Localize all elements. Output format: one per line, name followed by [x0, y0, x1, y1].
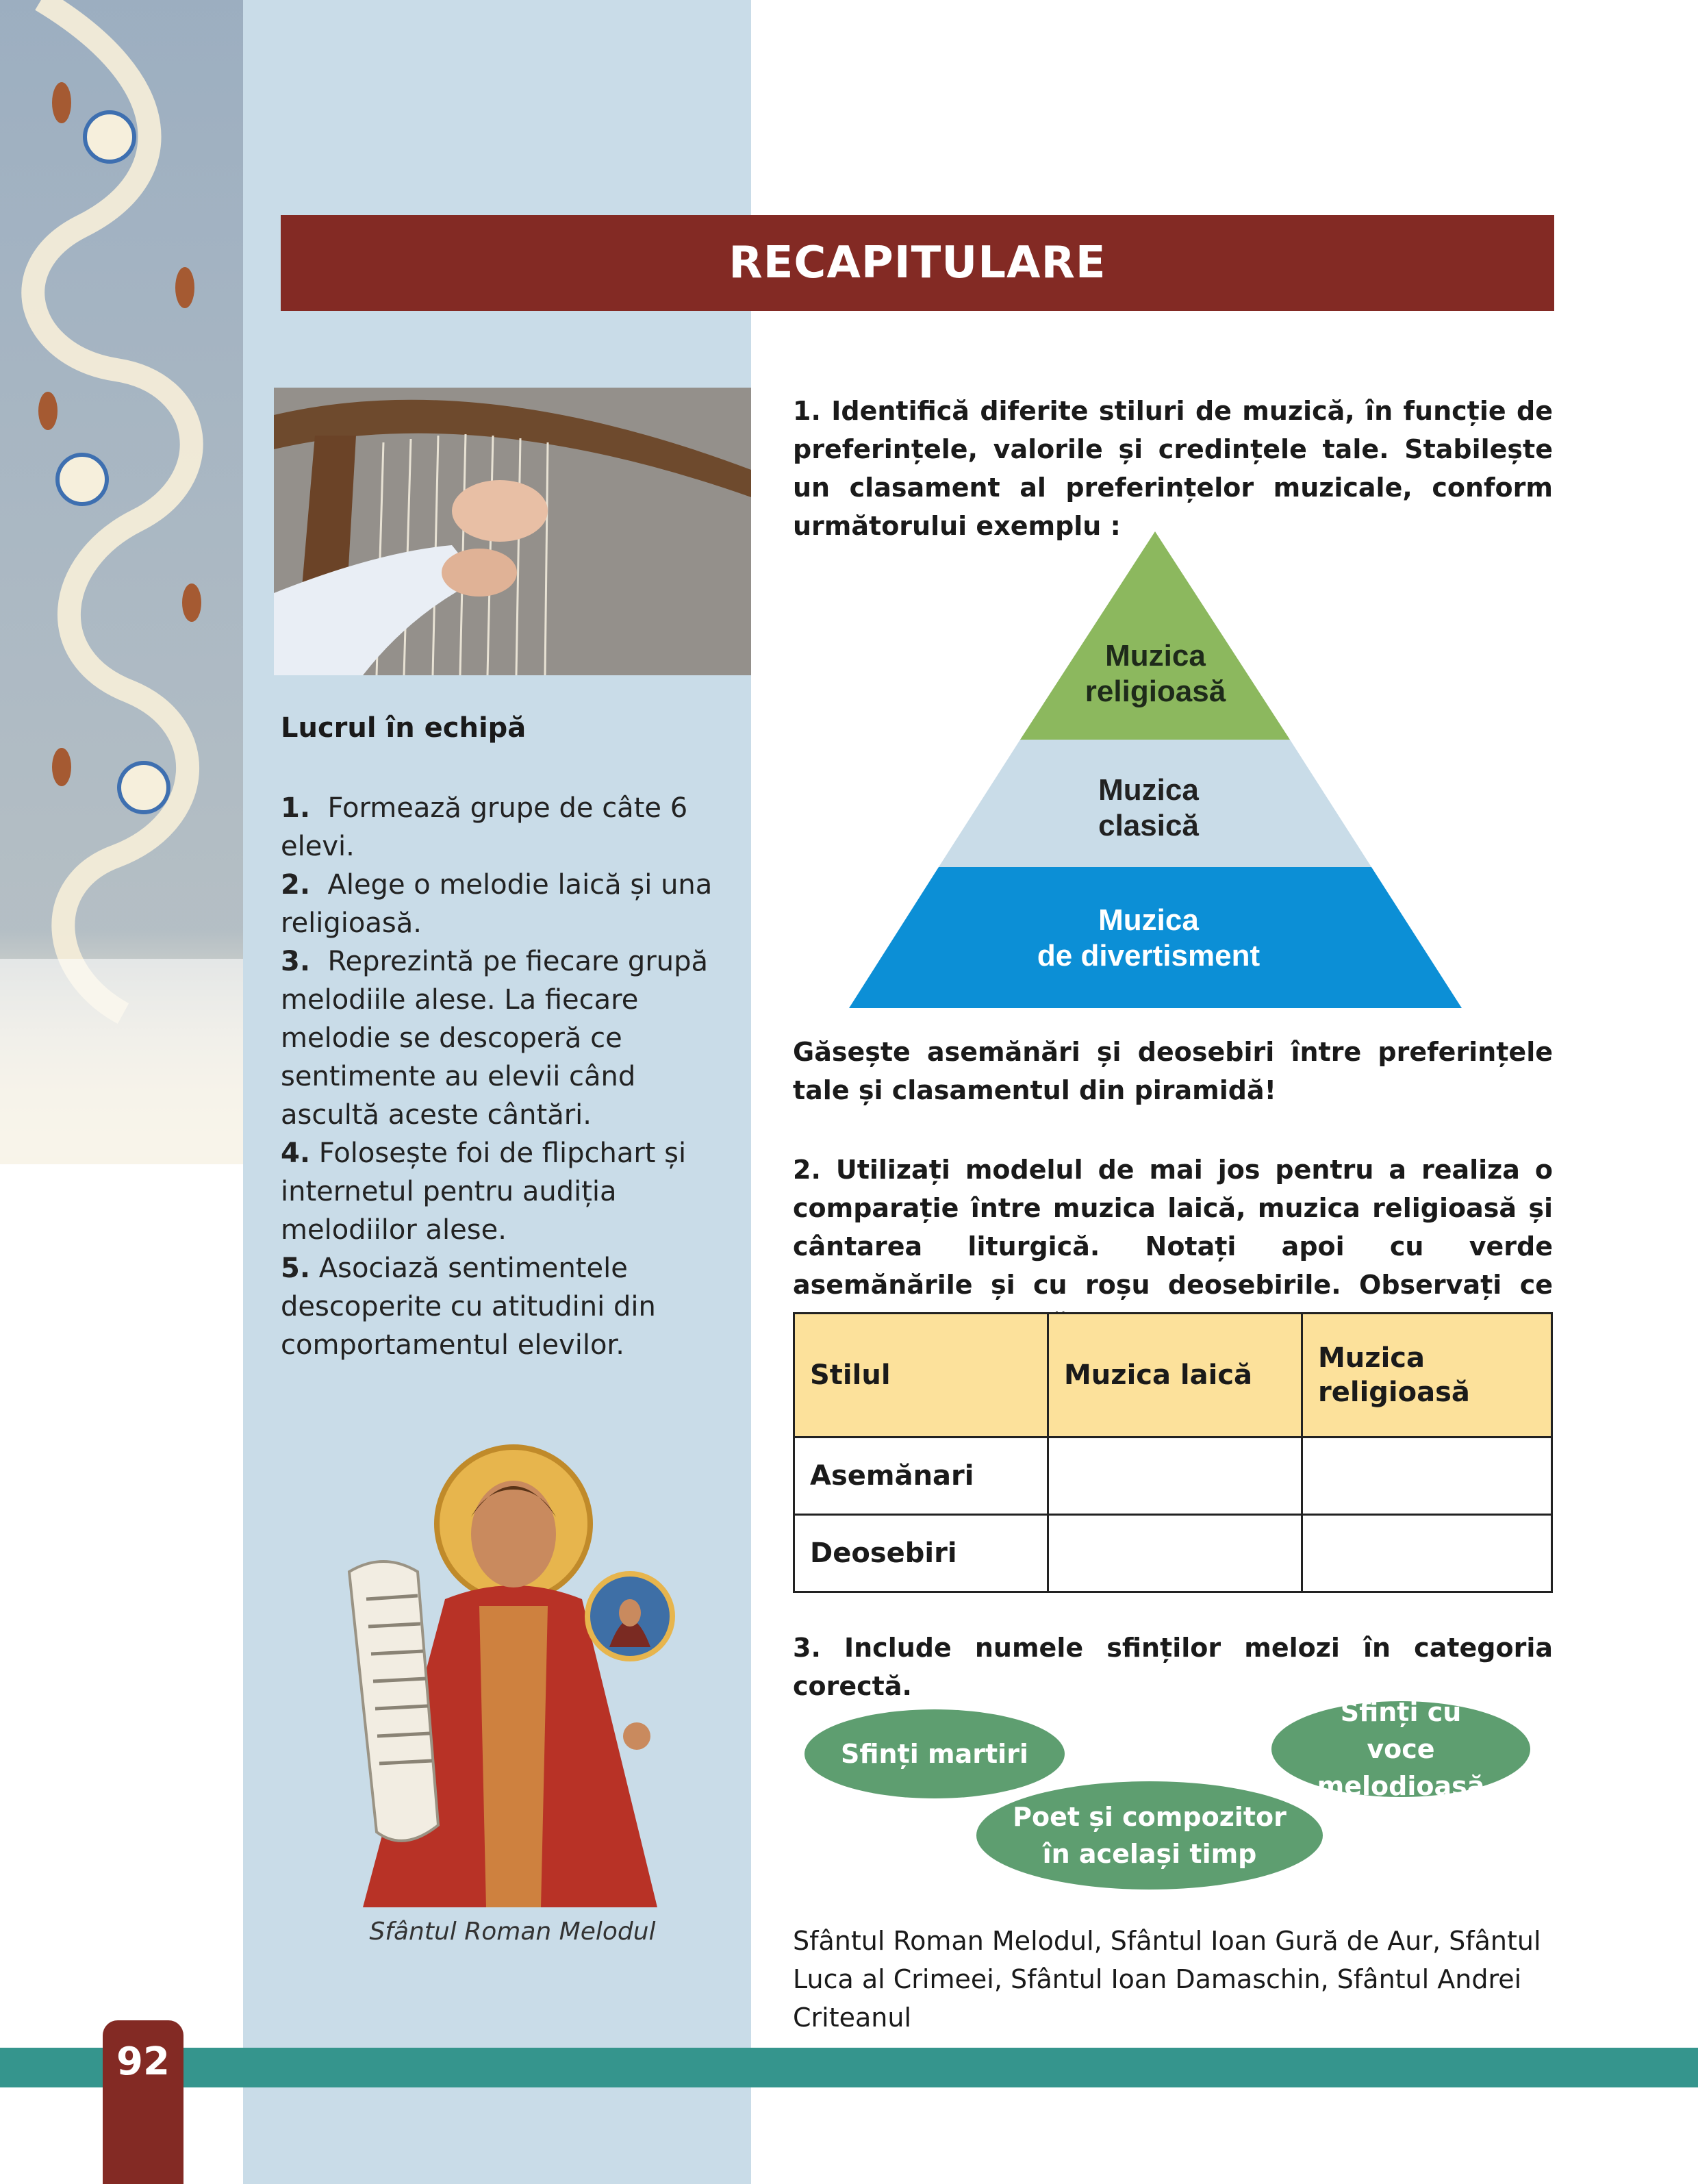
item-number: 1. — [281, 792, 311, 824]
comparison-table — [793, 1312, 1553, 1593]
teamwork-list — [281, 789, 719, 1364]
category-oval-poet-composer — [976, 1781, 1323, 1890]
exercise-1-text: 1. Identifică diferite stiluri de muzică, în funcție de preferințele, valorile și credințele tale. Stabilește un clasament al preferințelor muzicale, conform următorului exemplu : — [793, 396, 1553, 541]
pyramid-middle-line1: Muzica — [1098, 773, 1199, 807]
table-header-row — [794, 1314, 1552, 1438]
pyramid-top-line2: religioasă — [1085, 675, 1226, 708]
table-header-cell: Stilul — [794, 1314, 1048, 1438]
table-row — [794, 1438, 1552, 1515]
title-banner — [281, 215, 1554, 311]
table-row — [794, 1515, 1552, 1592]
exercise-1-note: Găsește asemănări și deosebiri între preferințele tale și clasamentul din piramidă! — [793, 1037, 1553, 1105]
table-header-cell — [1302, 1314, 1552, 1438]
pyramid-middle-line2: clasică — [1098, 809, 1199, 842]
exercise-2-text: 2. Utilizați modelul de mai jos pentru a realiza o comparație între muzica laică, muzica religioasă și cântarea liturgică. Notați apoi cu verde asemănările și cu roșu deosebirile. Observați ce — [793, 1155, 1553, 1300]
table-row-label: Deosebiri — [794, 1515, 1048, 1592]
table-cell[interactable] — [1048, 1515, 1302, 1592]
list-item — [281, 866, 719, 942]
saint-icon-illustration — [335, 1442, 692, 1907]
pyramid-middle-label — [842, 773, 1455, 844]
saints-names-list: Sfântul Roman Melodul, Sfântul Ioan Gură de Aur, Sfântul Luca al Crimeei, Sfântul Ioan Damaschin, Sfântul Andrei Criteanul — [793, 1926, 1541, 2033]
table-cell[interactable] — [1302, 1438, 1552, 1515]
item-number: 2. — [281, 869, 311, 901]
item-text: Asociază sentimentele descoperite cu atitudini din comportamentul elevilor. — [281, 1253, 656, 1361]
exercise-3-text: 3. Include numele sfinților melozi în categoria corectă. — [793, 1633, 1553, 1701]
item-number: 5. — [281, 1253, 311, 1284]
pyramid-top-line1: Muzica — [1105, 639, 1206, 673]
pyramid-top-label — [849, 638, 1462, 710]
category-oval-melodious-voice — [1271, 1697, 1530, 1801]
teamwork-title: Lucrul în echipă — [281, 712, 527, 744]
item-text: Reprezintă pe fiecare grupă melodiile alese. La fiecare melodie se descoperă ce sentimente au elevii când ascultă aceste cântări. — [281, 946, 709, 1131]
list-item — [281, 789, 719, 866]
item-text: Folosește foi de flipchart și internetul pentru audiția melodiilor alese. — [281, 1138, 687, 1246]
list-item — [281, 1134, 719, 1249]
category-oval-text: Sfinți cu voce melodioasă — [1317, 1697, 1485, 1801]
table-row-label: Asemănari — [794, 1438, 1048, 1515]
table-cell[interactable] — [1302, 1515, 1552, 1592]
item-text: Alege o melodie laică și una religioasă. — [281, 869, 713, 939]
category-oval-text: Poet și compozitor în același timp — [1013, 1802, 1287, 1869]
music-pyramid — [849, 531, 1462, 1008]
pyramid-bottom-line2: de divertisment — [1037, 939, 1260, 972]
icon-caption: Sfântul Roman Melodul — [369, 1918, 656, 1946]
category-oval-martyrs: Sfinți martiri — [804, 1709, 1065, 1798]
page-number: 92 — [116, 2039, 170, 2084]
list-item — [281, 1249, 719, 1364]
table-header-cell: Muzica laică — [1048, 1314, 1302, 1438]
page-title: RECAPITULARE — [728, 238, 1106, 288]
pyramid-bottom-label — [842, 903, 1455, 974]
item-text: Formează grupe de câte 6 elevi. — [281, 792, 688, 862]
pyramid-bottom-line1: Muzica — [1098, 903, 1199, 937]
footer-bar — [0, 2048, 1698, 2087]
item-number: 3. — [281, 946, 311, 977]
table-header-text: Muzica religioasă — [1318, 1342, 1470, 1408]
harp-photo — [274, 388, 751, 675]
ornament-border — [0, 0, 243, 1164]
table-cell[interactable] — [1048, 1438, 1302, 1515]
item-number: 4. — [281, 1138, 311, 1169]
list-item — [281, 942, 719, 1134]
